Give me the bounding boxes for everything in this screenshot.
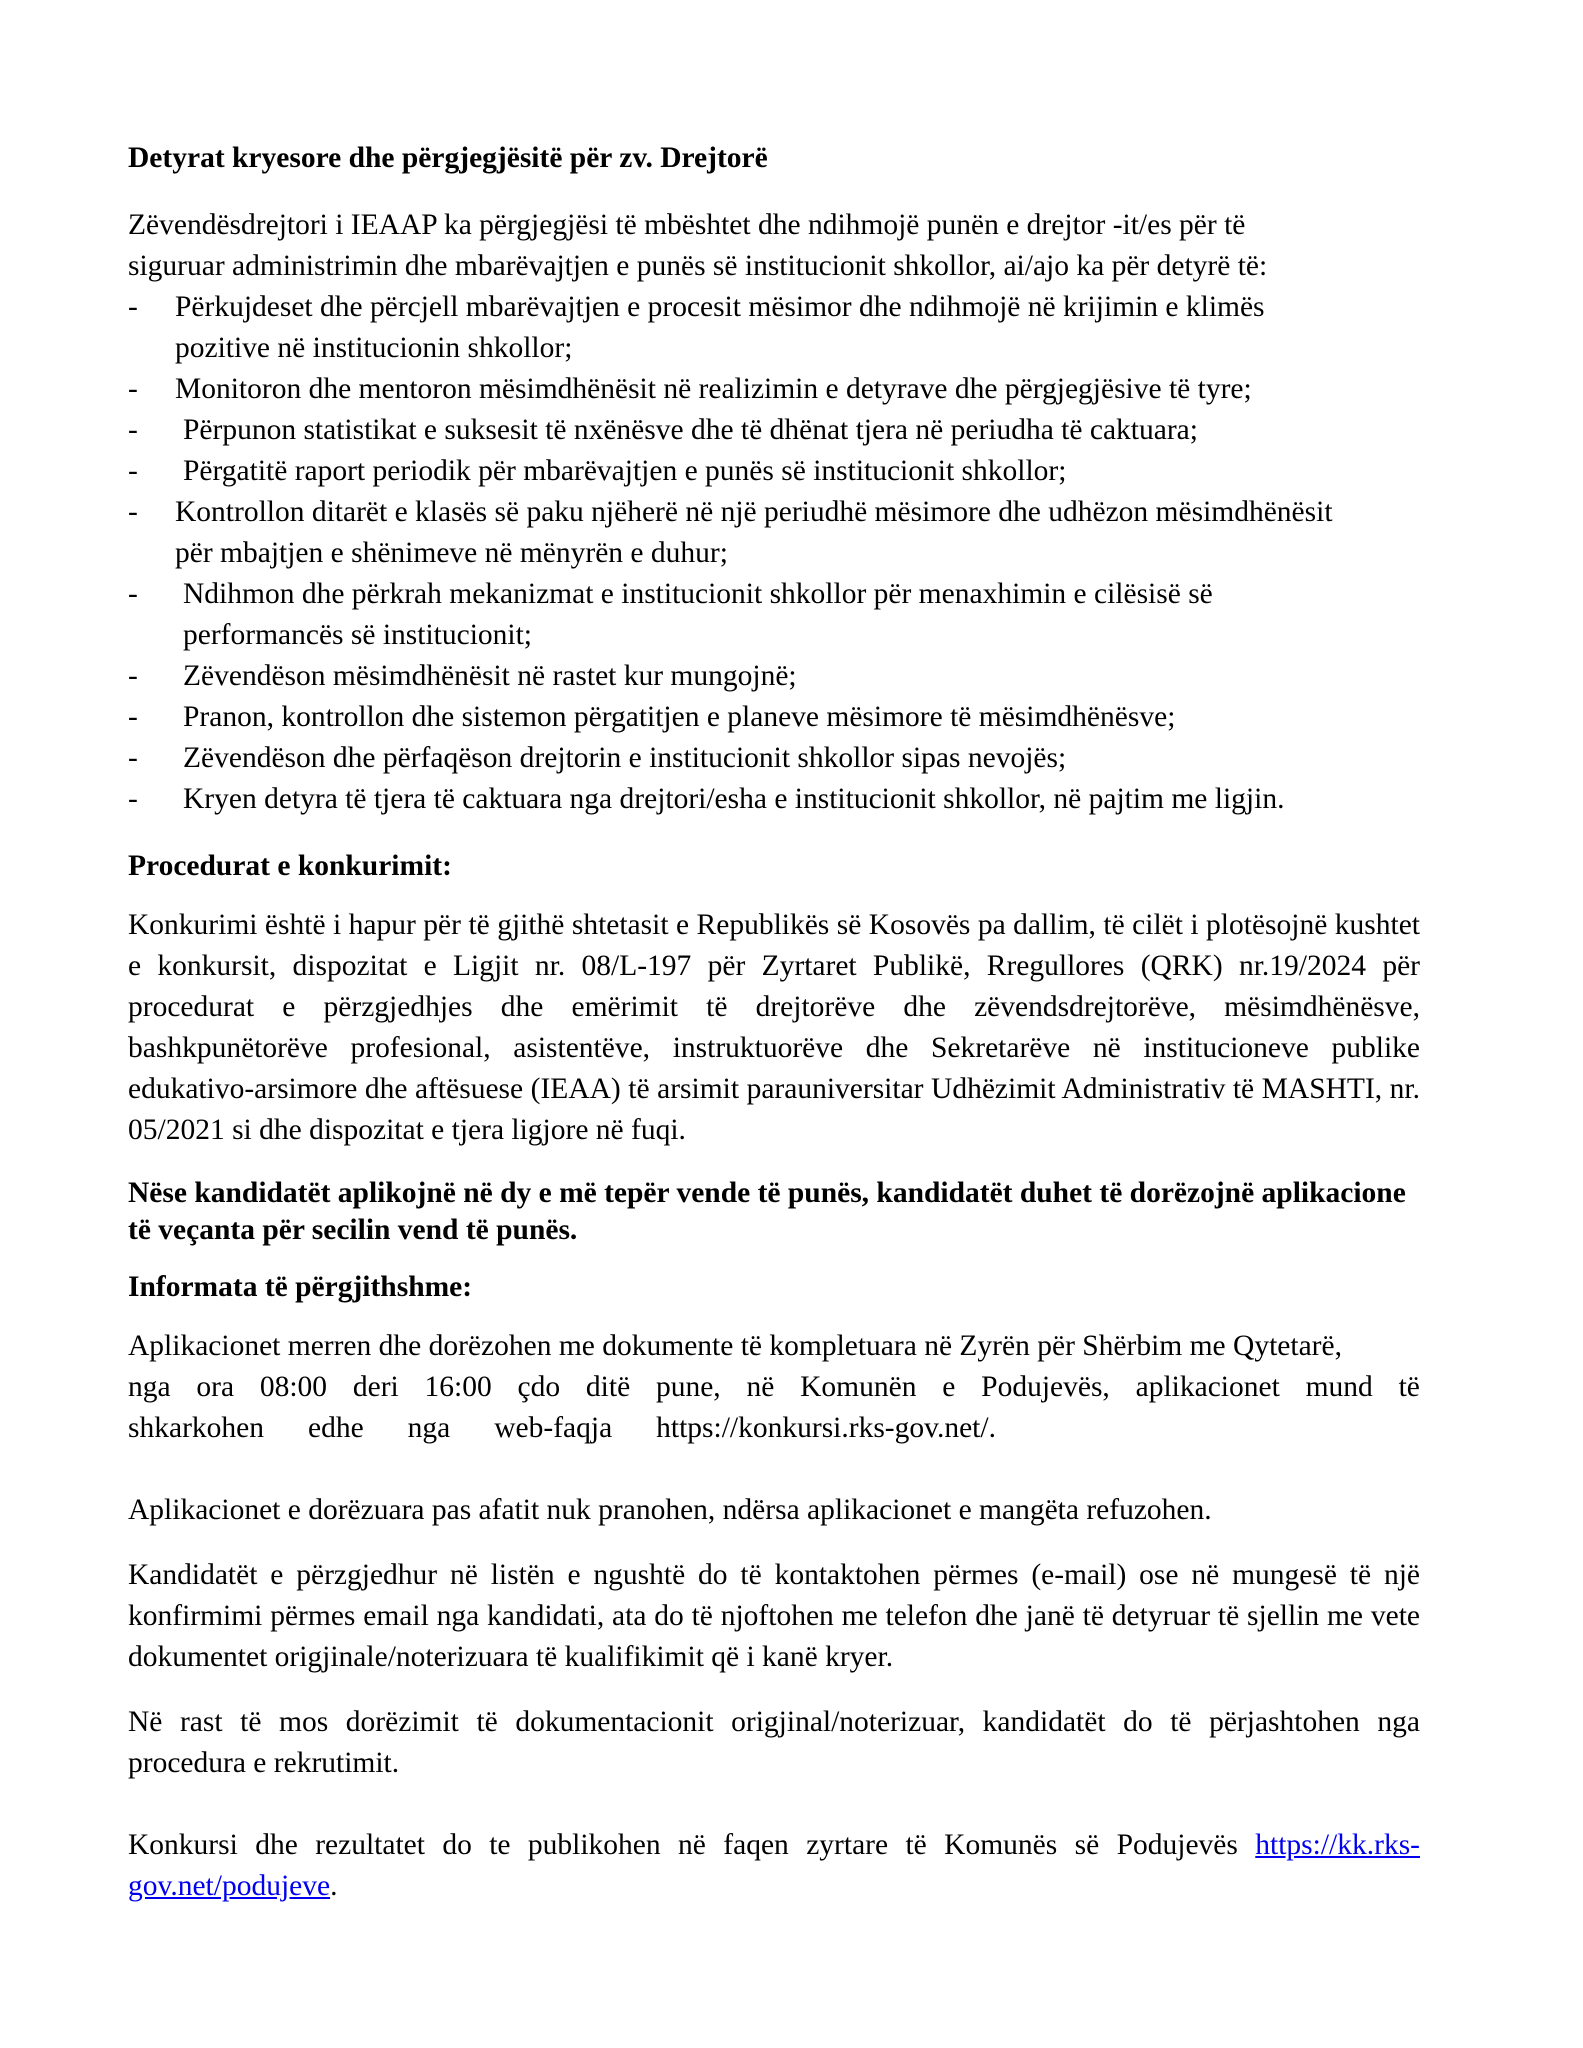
general-paragraph-5: Konkursi dhe rezultatet do te publikohen në faqen zyrtare të Komunës së Podujevës https://kk.rks-gov.net/podujeve. — [128, 1829, 1420, 1902]
bullet-dash: - — [128, 742, 138, 774]
list-item: - Përgatitë raport periodik për mbarëvajtjen e punës së institucionit shkollor; — [128, 451, 1373, 492]
list-item: - Kryen detyra të tjera të caktuara nga drejtori/esha e institucionit shkollor, në pajtim me ligjin. — [128, 779, 1373, 820]
bullet-dash: - — [128, 783, 138, 815]
konkursi-url: https://konkursi.rks-gov.net/. — [656, 1412, 996, 1444]
list-item: - Ndihmon dhe përkrah mekanizmat e institucionit shkollor për menaxhimin e cilësisë së performancës së institucionit; — [128, 574, 1373, 656]
list-item: - Pranon, kontrollon dhe sistemon përgatitjen e planeve mësimore të mësimdhënësve; — [128, 697, 1373, 738]
general-heading: Informata të përgjithshme: — [128, 1271, 473, 1303]
paragraph-line-justified: shkarkohen edhe nga web-faqja https://konkursi.rks-gov.net/. — [128, 1408, 996, 1449]
podujeve-website-link[interactable]: https://kk.rks-gov.net/podujeve — [128, 1829, 1420, 1902]
general-paragraph-1 — [128, 1326, 1420, 1449]
general-paragraph-2: Aplikacionet e dorëzuara pas afatit nuk pranohen, ndërsa aplikacionet e mangëta refuzohen. — [128, 1494, 1212, 1526]
list-item: - Përkujdeset dhe përcjell mbarëvajtjen e procesit mësimor dhe ndihmojë në krijimin e klimës pozitive në institucionin shkollor; — [128, 287, 1365, 369]
list-item: - Kontrollon ditarët e klasës së paku njëherë në një periudhë mësimore dhe udhëzon mësimdhënësit për mbajtjen e shënimeve në mënyrën e duhur; — [128, 492, 1365, 574]
paragraph-line-justified: nga ora 08:00 deri 16:00 çdo ditë pune, në Komunën e Podujevës, aplikacionet mund të — [128, 1371, 1420, 1403]
procedures-body: Konkurimi është i hapur për të gjithë shtetasit e Republikës së Kosovës pa dallim, të cilët i plotësojnë kushtet e konkursit, dispozitat e Ligjit nr. 08/L-197 për Zyrtaret Publikë, Rregullores (QRK) nr.19/2024 për procedurat e përzgjedhjes dhe emërimit të drejtorëve dhe zëvendsdrejtorëve, mësimdhënësve, bashkpunëtorëve profesional, asistentëve, instruktuorëve dhe Sekretarëve në institucioneve publike edukativo-arsimore dhe aftësuese (IEAA) të arsimit parauniversitar Udhëzimit Administrativ të MASHTI, nr. 05/2021 si dhe dispozitat e tjera ligjore në fuqi. — [128, 909, 1420, 1146]
duties-heading: Detyrat kryesore dhe përgjegjësitë për zv. Drejtorë — [128, 142, 768, 174]
bullet-dash: - — [128, 291, 138, 323]
bullet-dash: - — [128, 414, 138, 446]
bullet-dash: - — [128, 660, 138, 692]
list-item: - Përpunon statistikat e suksesit të nxënësve dhe të dhënat tjera në periudha të caktuara; — [128, 410, 1373, 451]
list-item: - Zëvendëson dhe përfaqëson drejtorin e institucionit shkollor sipas nevojës; — [128, 738, 1373, 779]
list-item: - Monitoron dhe mentoron mësimdhënësit në realizimin e detyrave dhe përgjegjësive të tyre; — [128, 369, 1365, 410]
bullet-dash: - — [128, 701, 138, 733]
procedures-note: Nëse kandidatët aplikojnë në dy e më tepër vende të punës, kandidatët duhet të dorëzojnë aplikacione të veçanta për secilin vend të punës. — [128, 1177, 1406, 1246]
procedures-heading: Procedurat e konkurimit: — [128, 850, 452, 882]
bullet-dash: - — [128, 496, 138, 528]
general-paragraph-3: Kandidatët e përzgjedhur në listën e ngushtë do të kontaktohen përmes (e-mail) ose në mungesë të një konfirmimi përmes email nga kandidati, ata do të njoftohen me telefon dhe janë të detyruar të sjellin me vete dokumentet origjinale/noterizuara të kualifikimit që i kanë kryer. — [128, 1559, 1420, 1673]
paragraph-line: Aplikacionet merren dhe dorëzohen me dokumente të kompletuara në Zyrën për Shërbim me Qytetarë, — [128, 1330, 1342, 1362]
general-paragraph-4: Në rast të mos dorëzimit të dokumentacionit origjinal/noterizuar, kandidatët do të përjashtohen nga procedura e rekrutimit. — [128, 1706, 1420, 1779]
duties-intro: Zëvendësdrejtori i IEAAP ka përgjegjësi të mbështet dhe ndihmojë punën e drejtor -it/es për të siguruar administrimin dhe mbarëvajtjen e punës së institucionit shkollor, ai/ajo ka për detyrë të: — [128, 209, 1268, 282]
bullet-dash: - — [128, 455, 138, 487]
list-item: - Zëvendëson mësimdhënësit në rastet kur mungojnë; — [128, 656, 1373, 697]
document-content — [128, 138, 1420, 1907]
bullet-dash: - — [128, 578, 138, 610]
bullet-dash: - — [128, 373, 138, 405]
duties-list — [128, 287, 1420, 820]
